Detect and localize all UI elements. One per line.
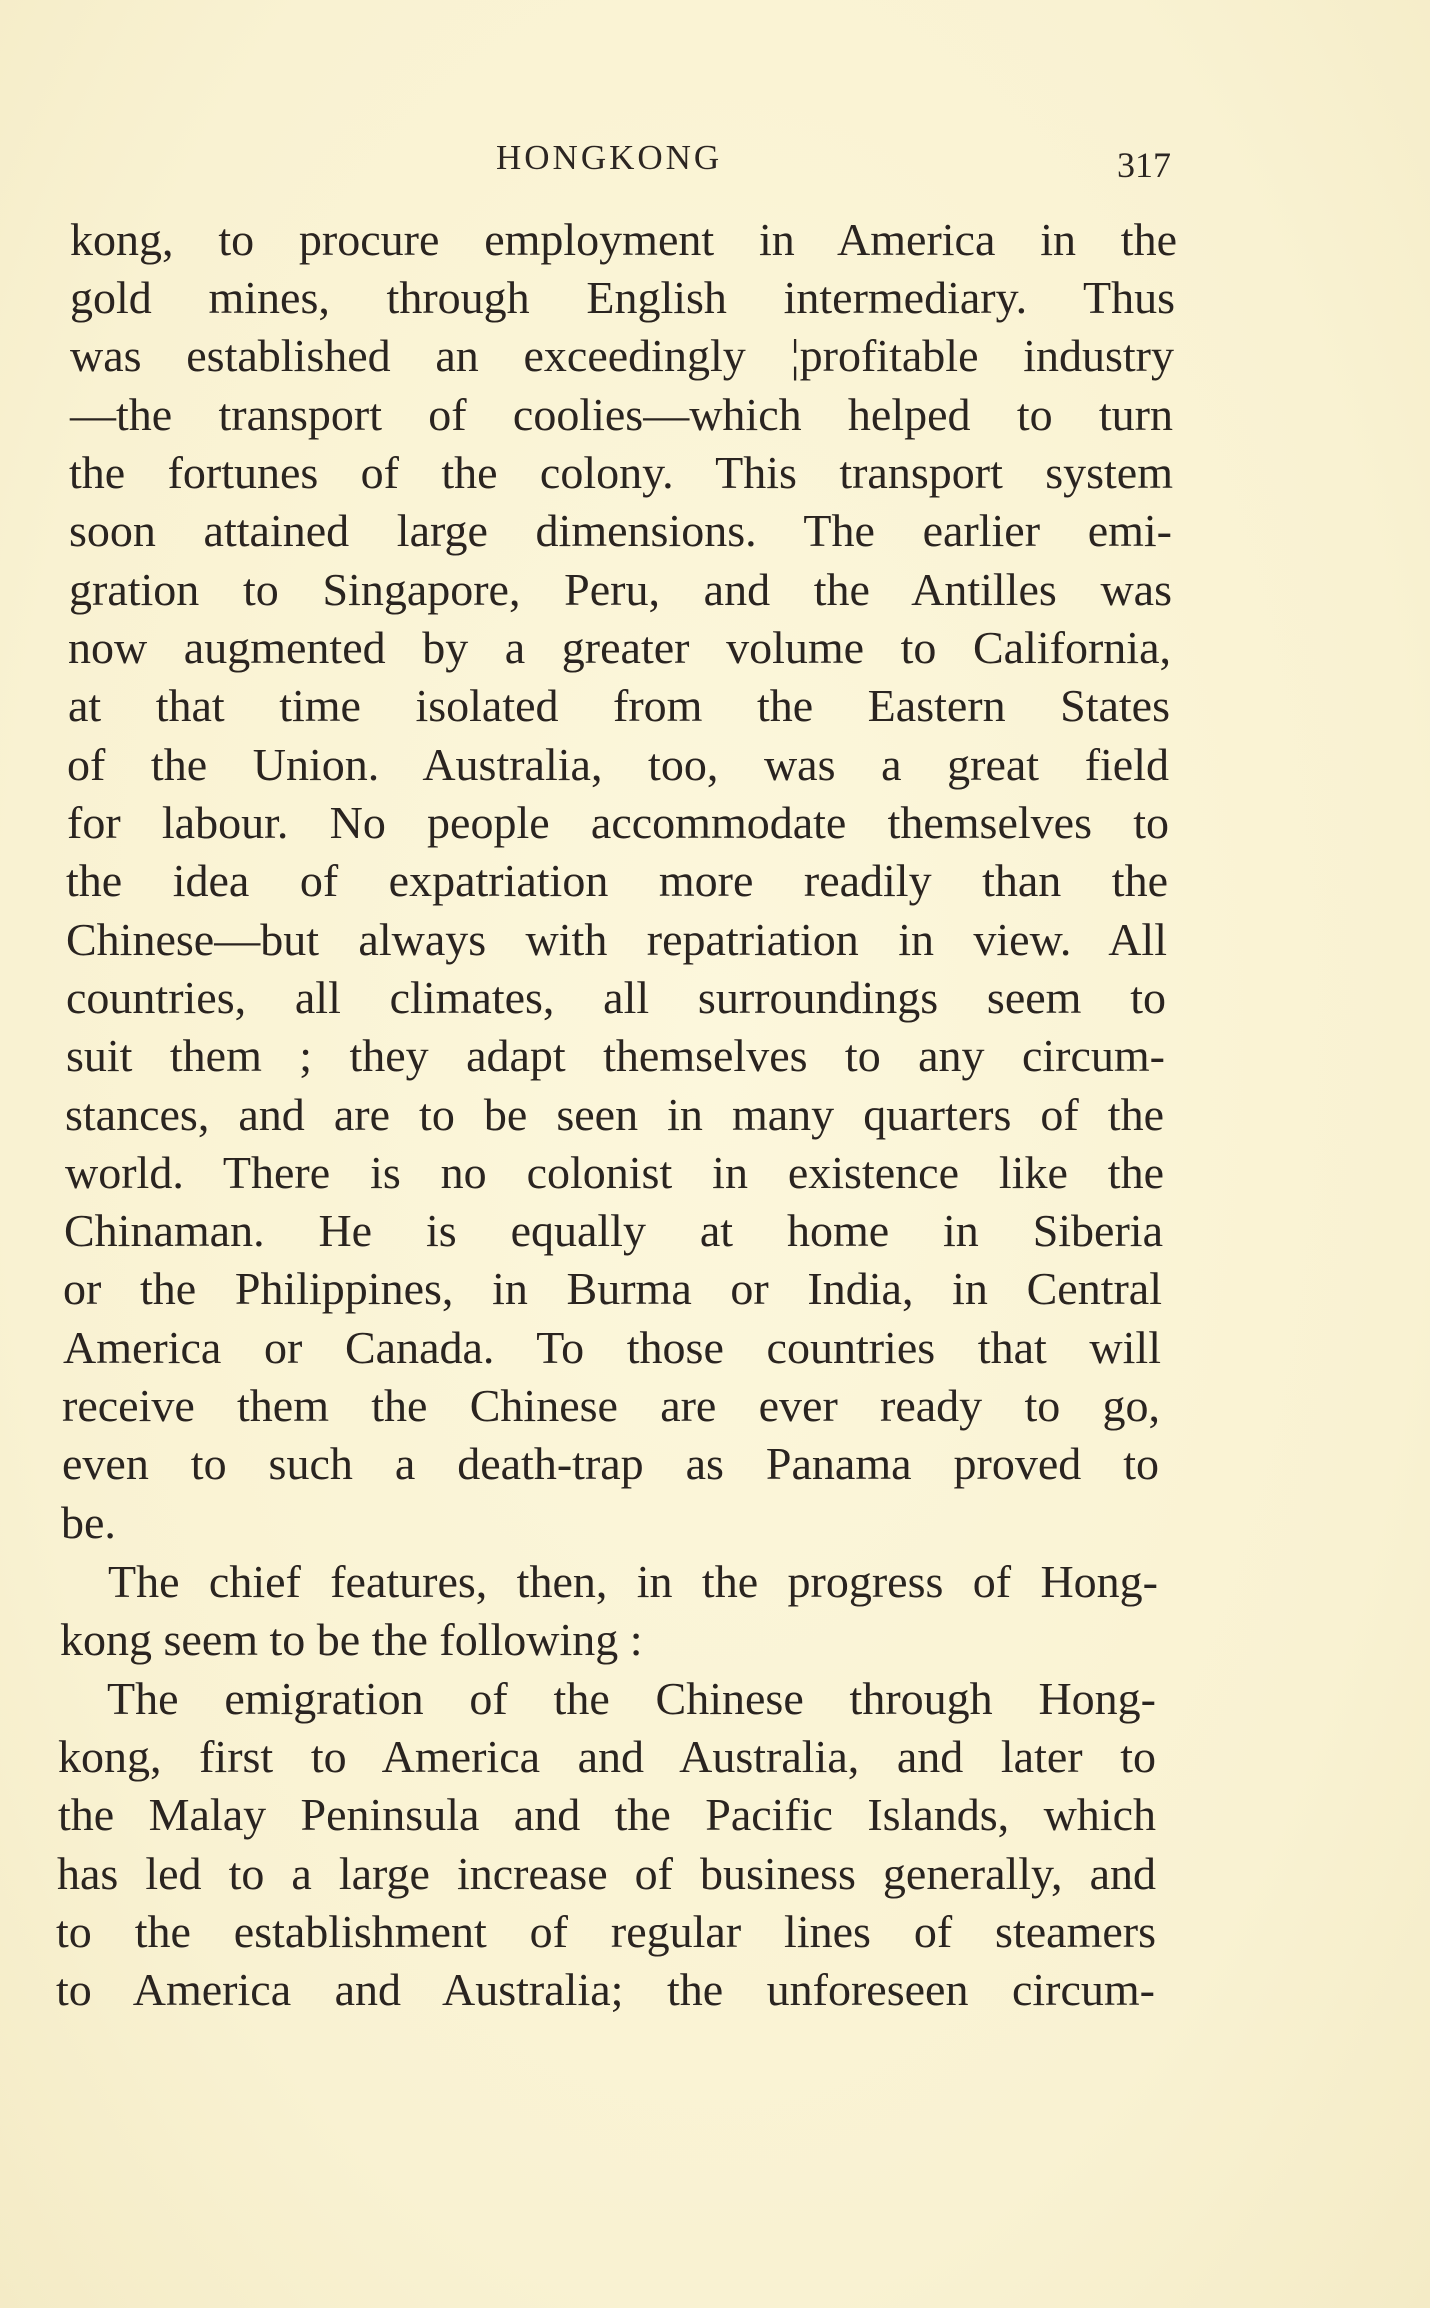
text-line: the fortunes of the colony. This transport system [69,447,1173,498]
paragraph-first-line: The chief features, then, in the progress of Hong- [108,1556,1158,1607]
text-line: Chinese—but always with repatriation in view. All [66,914,1167,965]
text-line: the idea of expatriation more readily than the [66,855,1168,906]
page-number: 317 [1117,145,1171,185]
text-line: even to such a death-trap as Panama proved to [62,1438,1159,1489]
text-line: for labour. No people accommodate themselves to [67,797,1169,848]
text-line: world. There is no colonist in existence like the [65,1147,1164,1198]
text-line: soon attained large dimensions. The earlier emi- [69,505,1172,556]
running-head: HONGKONG [496,138,723,177]
text-line: of the Union. Australia, too, was a great field [67,739,1169,790]
text-line: to America and Australia; the unforeseen circum- [56,1964,1155,2015]
text-line: gration to Singapore, Peru, and the Antilles was [69,564,1172,615]
text-line: —the transport of coolies—which helped to turn [70,389,1173,440]
text-line: stances, and are to be seen in many quarters of the [65,1089,1164,1140]
text-line: kong, first to America and Australia, and later to [58,1731,1156,1782]
text-line: at that time isolated from the Eastern States [68,680,1170,731]
text-line: be. [61,1497,116,1548]
text-line: America or Canada. To those countries that will [63,1322,1161,1373]
text-line: the Malay Peninsula and the Pacific Islands, which [58,1789,1156,1840]
text-line: kong, to procure employment in America in the [70,214,1177,265]
text-line: gold mines, through English intermediary. Thus [70,272,1175,323]
text-line: to the establishment of regular lines of steamers [56,1906,1156,1957]
text-line: or the Philippines, in Burma or India, in Central [63,1263,1162,1314]
text-line: kong seem to be the following : [60,1614,643,1665]
text-line: Chinaman. He is equally at home in Siberia [64,1205,1163,1256]
text-line: was established an exceedingly ¦profitable industry [70,330,1174,381]
text-line: receive them the Chinese are ever ready to go, [62,1380,1160,1431]
text-line: now augmented by a greater volume to California, [68,622,1171,673]
text-line: suit them ; they adapt themselves to any circum- [66,1030,1165,1081]
text-line: has led to a large increase of business generally, and [57,1848,1156,1899]
paragraph-first-line: The emigration of the Chinese through Hong- [107,1673,1156,1724]
text-line: countries, all climates, all surroundings seem to [66,972,1166,1023]
